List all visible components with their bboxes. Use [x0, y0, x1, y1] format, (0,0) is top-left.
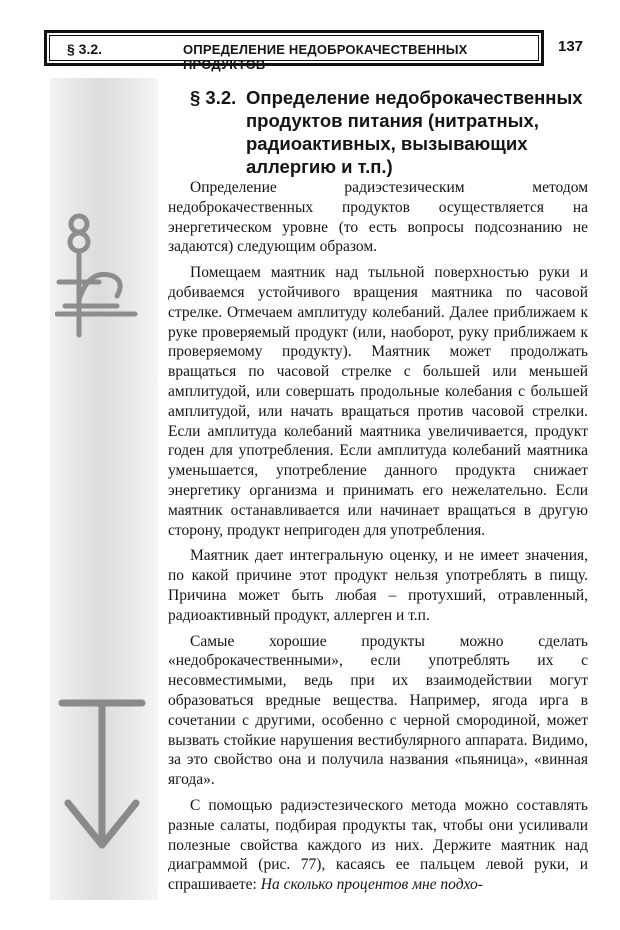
header-section-label: § 3.2.	[67, 41, 103, 57]
body-text	[168, 178, 588, 901]
paragraph: Определение радиэстезическим методом недоброкачественных продуктов осуществляется на энергетическом уровне (то есть вопросы подсознанию не задаются) следующим образом.	[168, 179, 588, 256]
paragraph: Помещаем маятник над тыльной поверхностью руки и добиваемся устойчивого вращения маятника по часовой стрелке. Отмечаем амплитуду колебаний. Далее приближаем к руке проверяемый продукт (или, наоборот, руку приближаем к проверяемому продукту). Маятник может продолжать вращаться по часовой стрелке с большей или меньшей амплитудой, или совершать продольные колебания с большей амплитудой, или начать вращаться против часовой стрелки. Если амплитуда колебаний маятника увеличивается, продукт годен для употребления. Если амплитуда колебаний маятника уменьшается, употребление данного продукта снижает энергетику организма и принимать его нежелательно. Если маятник останавливается или начинает вращаться в другую сторону, продукт непригоден для употребления.	[168, 264, 588, 539]
pendulum-symbol-icon	[55, 210, 145, 340]
running-header	[44, 30, 544, 72]
paragraph: Самые хорошие продукты можно сделать «недоброкачественными», если употреблять их с несовместимыми, ведь при их взаимодействии могут образоваться вредные вещества. Например, ягода ирга в сочетании с другими, особенно с черной смородиной, может вызвать стойкие нарушения вестибулярного аппарата. Видимо, за это свойство она и получила названия «пьяница», «винная ягода».	[168, 632, 588, 789]
section-heading	[190, 86, 600, 178]
section-number: § 3.2.	[190, 87, 237, 108]
down-arrow-icon	[58, 695, 148, 855]
paragraph: Маятник дает интегральную оценку, и не имеет значения, по какой причине этот продукт нельзя употреблять в пищу. Причина может быть любая – протухший, отравленный, радиоактивный продукт, аллерген и т.п.	[168, 547, 588, 624]
italic-question: На сколько процентов мне подхо-	[260, 876, 483, 894]
paragraph-last	[168, 796, 588, 895]
header-running-title: ОПРЕДЕЛЕНИЕ НЕДОБРОКАЧЕСТВЕННЫХ ПРОДУКТОВ	[183, 42, 468, 72]
section-title: Определение недоброкачественных продуктов питания (нитратных, радиоактивных, вызывающих аллергию и т.п.)	[246, 87, 583, 177]
page-number: 137	[558, 38, 584, 55]
paragraph-text: С помощью радиэстезического метода можно составлять разные салаты, подбирая продукты так, чтобы они усиливали полезные свойства каждого из них. Держите маятник над диаграммой (рис. 77), касаясь ее пальцем левой руки, и спрашиваете:	[168, 796, 588, 894]
